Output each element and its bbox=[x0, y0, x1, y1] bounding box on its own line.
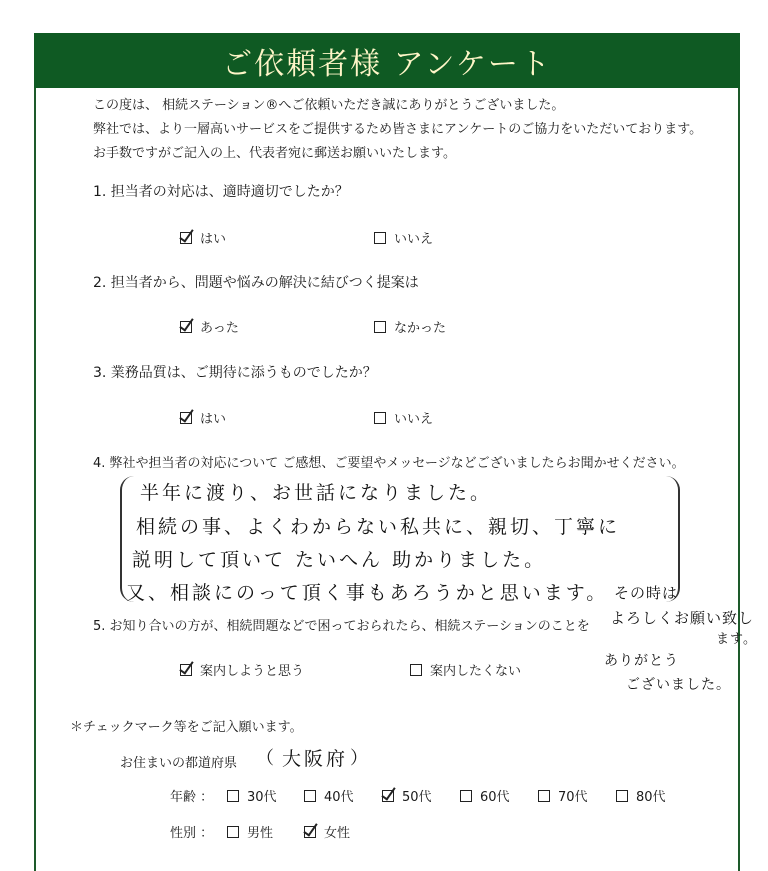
sex-label: 性別 ： bbox=[170, 826, 214, 841]
age-30-label: 30代 bbox=[247, 790, 277, 805]
prefecture-paren-open: （ bbox=[256, 748, 274, 769]
comment-side-4: ありがとう bbox=[604, 653, 679, 669]
q5-no-checkbox[interactable] bbox=[410, 664, 422, 676]
q3-no-checkbox[interactable] bbox=[374, 412, 386, 424]
age-60-checkbox[interactable] bbox=[460, 790, 472, 802]
intro-line-3: お手数ですがご記入の上、代表者宛に郵送お願いいたします。 bbox=[93, 146, 456, 161]
q5-option-yes[interactable] bbox=[180, 660, 304, 679]
question-1: 1. 担当者の対応は、適時適切でしたか？ bbox=[93, 184, 349, 200]
question-4: 4. 弊社や担当者の対応について ご感想、ご要望やメッセージなどございましたらお聞かせください。 bbox=[93, 456, 685, 471]
question-3: 3. 業務品質は、ご期待に添うものでしたか？ bbox=[93, 365, 377, 381]
q1-option-no[interactable] bbox=[374, 228, 433, 247]
comment-side-3: ます。 bbox=[716, 632, 757, 647]
sex-male-label: 男性 bbox=[247, 826, 274, 841]
question-5: 5. お知り合いの方が、相続問題などで困っておられたら、相続ステーションのことを bbox=[93, 619, 590, 634]
comment-line-3: 説明して頂いて たいへん 助かりました。 bbox=[132, 549, 547, 571]
age-60-label: 60代 bbox=[480, 790, 510, 805]
age-option-60[interactable] bbox=[460, 786, 510, 805]
q3-yes-label: はい bbox=[200, 412, 227, 427]
survey-title bbox=[34, 33, 740, 88]
survey-title-text: ご依頼者様 アンケート bbox=[222, 46, 552, 82]
sex-option-male[interactable] bbox=[227, 822, 273, 841]
comment-line-4: 又、相談にのって頂く事もあろうかと思います。 bbox=[126, 582, 609, 604]
age-80-label: 80代 bbox=[636, 790, 666, 805]
prefecture-value[interactable]: 大阪府 bbox=[282, 748, 349, 770]
q2-no-checkbox[interactable] bbox=[374, 321, 386, 333]
age-80-checkbox[interactable] bbox=[616, 790, 628, 802]
prefecture-paren-close: ） bbox=[350, 748, 368, 769]
sex-female-label: 女性 bbox=[324, 826, 351, 841]
age-option-70[interactable] bbox=[538, 786, 588, 805]
q5-no-label: 案内したくない bbox=[430, 664, 522, 679]
q2-yes-checkbox[interactable] bbox=[180, 321, 192, 333]
comment-side-2: よろしくお願い致し bbox=[610, 609, 755, 627]
q3-option-yes[interactable] bbox=[180, 408, 226, 427]
age-40-label: 40代 bbox=[324, 790, 354, 805]
q1-yes-label: はい bbox=[200, 232, 227, 247]
q5-option-no[interactable] bbox=[410, 660, 521, 679]
comment-line-1: 半年に渡り、お世話になりました。 bbox=[140, 482, 493, 504]
sex-female-checkbox[interactable] bbox=[304, 826, 316, 838]
age-option-40[interactable] bbox=[304, 786, 354, 805]
q2-yes-label: あった bbox=[200, 321, 239, 336]
checkmark-note: ＊チェックマーク等をご記入願います。 bbox=[70, 720, 303, 735]
q1-no-checkbox[interactable] bbox=[374, 232, 386, 244]
age-option-50[interactable] bbox=[382, 786, 432, 805]
q2-option-no[interactable] bbox=[374, 317, 446, 336]
age-option-80[interactable] bbox=[616, 786, 666, 805]
age-50-checkbox[interactable] bbox=[382, 790, 394, 802]
q5-yes-checkbox[interactable] bbox=[180, 664, 192, 676]
question-2: 2. 担当者から、問題や悩みの解決に結びつく提案は bbox=[93, 275, 419, 291]
sex-option-female[interactable] bbox=[304, 822, 350, 841]
q5-yes-label: 案内しようと思う bbox=[200, 664, 305, 679]
q3-option-no[interactable] bbox=[374, 408, 433, 427]
q3-yes-checkbox[interactable] bbox=[180, 412, 192, 424]
q1-option-yes[interactable] bbox=[180, 228, 226, 247]
age-70-label: 70代 bbox=[558, 790, 588, 805]
q2-option-yes[interactable] bbox=[180, 317, 239, 336]
intro-line-2: 弊社では、より一層高いサービスをご提供するため皆さまにアンケートのご協力をいただいております。 bbox=[93, 122, 703, 137]
prefecture-label: お住まいの都道府県 bbox=[120, 756, 238, 771]
intro-text bbox=[93, 94, 713, 166]
q2-no-label: なかった bbox=[394, 321, 447, 336]
age-label: 年齢 ： bbox=[170, 790, 214, 805]
comment-side-5: ございました。 bbox=[626, 677, 731, 693]
comment-side-1: その時は bbox=[614, 584, 679, 602]
q1-no-label: いいえ bbox=[394, 232, 434, 247]
sex-male-checkbox[interactable] bbox=[227, 826, 239, 838]
age-option-30[interactable] bbox=[227, 786, 277, 805]
age-50-label: 50代 bbox=[402, 790, 432, 805]
age-30-checkbox[interactable] bbox=[227, 790, 239, 802]
age-70-checkbox[interactable] bbox=[538, 790, 550, 802]
q3-no-label: いいえ bbox=[394, 412, 434, 427]
age-40-checkbox[interactable] bbox=[304, 790, 316, 802]
intro-line-1: この度は、 相続ステーション®へご依頼いただき誠にありがとうございました。 bbox=[93, 98, 565, 113]
q1-yes-checkbox[interactable] bbox=[180, 232, 192, 244]
comment-line-2: 相続の事、よくわからない私共に、親切、丁寧に bbox=[136, 516, 621, 538]
